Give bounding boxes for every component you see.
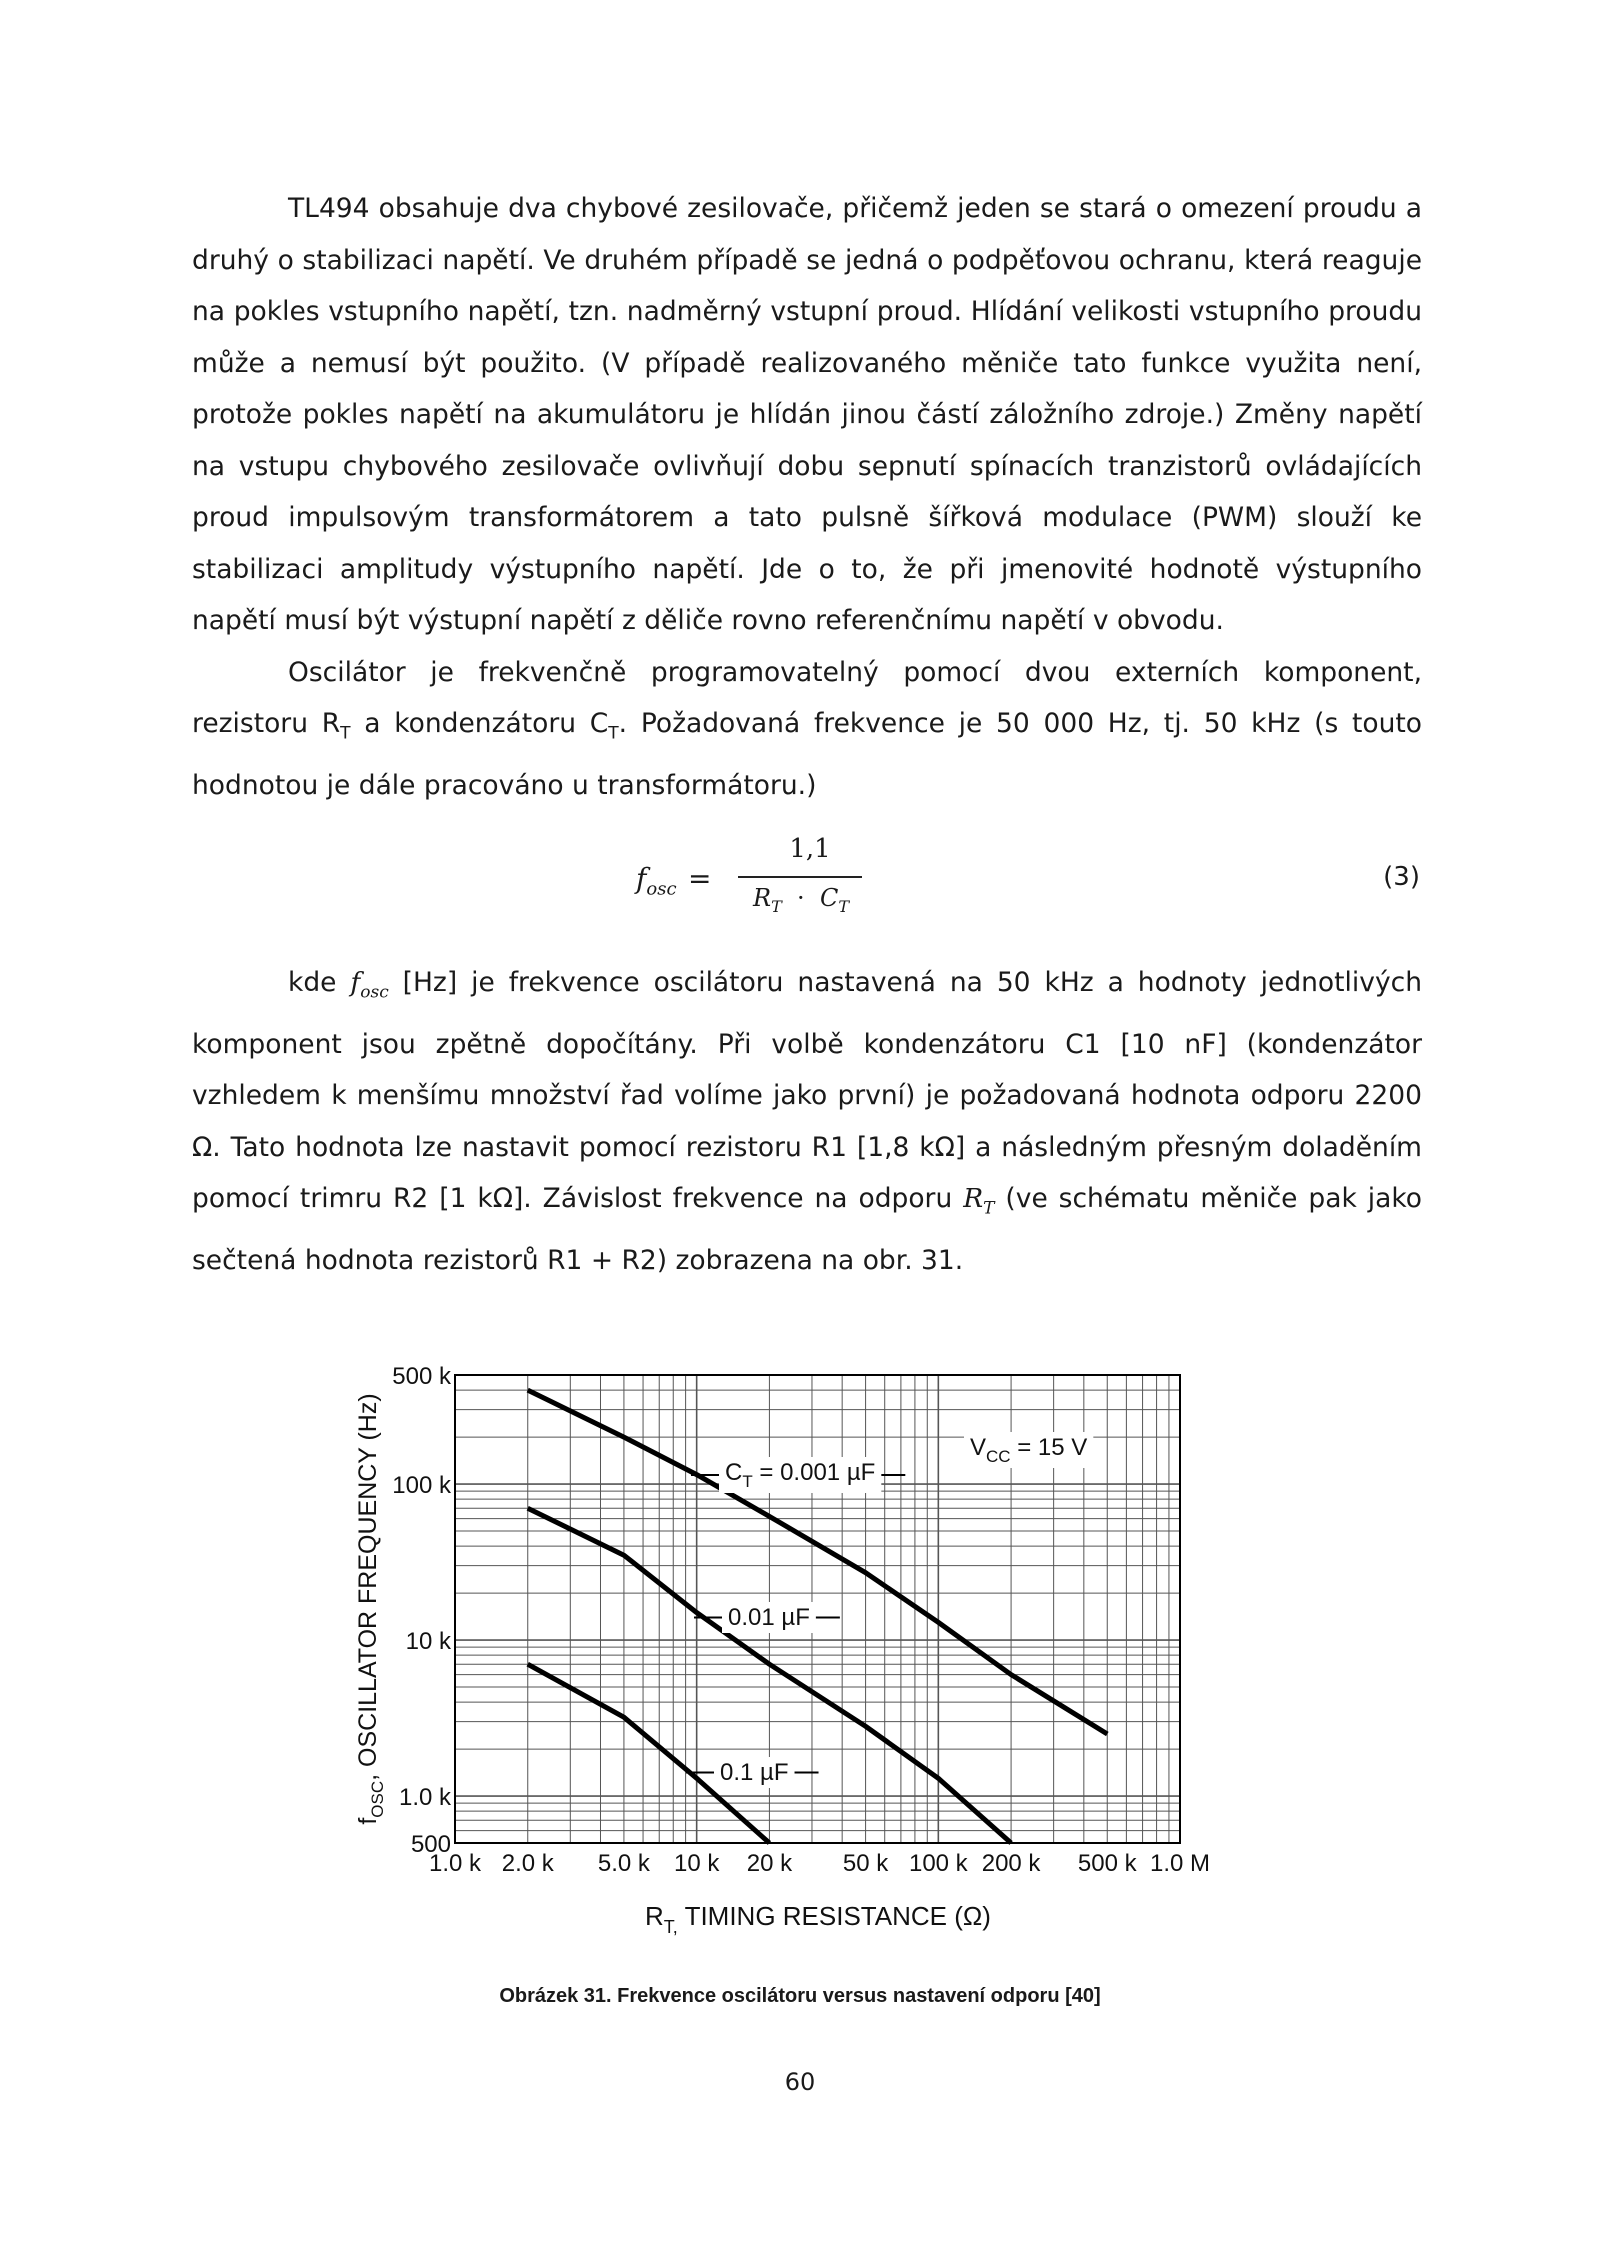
x-tick-label: 200 k	[981, 1850, 1041, 1877]
x-tick-label: 50 k	[842, 1850, 889, 1877]
x-tick-label: 1.0 k	[428, 1850, 482, 1877]
series-label-main: C	[725, 1459, 743, 1486]
equation-number: (3)	[1383, 862, 1420, 892]
x-axis-label	[645, 1901, 991, 1937]
y-tick-label: 10 k	[405, 1628, 451, 1656]
y-axis-label-rest: , OSCILLATOR FREQUENCY (Hz)	[354, 1393, 382, 1781]
equation-denominator	[736, 884, 866, 916]
paragraph-1: TL494 obsahuje dva chybové zesilovače, přičemž jeden se stará o omezení proudu a druhý o stabilizaci napětí. Ve druhém případě se jedná o podpěťovou ochranu, která reaguje na pokles vstupního napětí, tzn. nadměrný vstupní proud. Hlídání velikosti vstupního proudu může a nemusí být použito. (V případě realizovaného měniče tato funkce využita není, protože pokles napětí na akumulátoru je hlídán jinou částí záložního zdroje.) Změny napětí na vstupu chybového zesilovače ovlivňují dobu sepnutí spínacích tranzistorů ovládajících proud impulsovým transformátorem a tato pulsně šířková modulace (PWM) slouží ke stabilizaci amplitudy výstupního napětí. Jde o to, že při jmenovité hodnotě výstupního napětí musí být výstupní napětí z děliče rovno referenčnímu napětí v obvodu.	[192, 193, 1422, 636]
x-tick-label: 5.0 k	[597, 1850, 650, 1877]
paragraph-3-part-c: (ve schématu měniče pak jako sečtená hodnota rezistorů R1 + R2) zobrazena na obr. 31.	[192, 1183, 1422, 1277]
paragraph-2	[192, 647, 1422, 812]
y-axis-label-sub: OSC	[368, 1780, 387, 1818]
y-axis-label-main: f	[354, 1817, 382, 1825]
paragraph-3	[192, 957, 1422, 1287]
y-tick-label: 500 k	[392, 1363, 451, 1390]
rt-sub: T	[983, 1198, 995, 1219]
ct-subscript: T	[608, 723, 619, 744]
x-tick-label: 1.0 M	[1149, 1850, 1211, 1877]
x-axis-label-rest: TIMING RESISTANCE (Ω)	[677, 1901, 991, 1931]
fraction-bar	[738, 876, 862, 878]
y-tick-label: 500	[410, 1831, 451, 1858]
series-label-main: 0.1 µF	[720, 1759, 789, 1786]
fosc-symbol	[350, 967, 389, 1003]
series-label-sub: T	[742, 1472, 753, 1491]
frequency-vs-resistance-chart	[354, 1363, 1240, 1945]
fosc-sub: osc	[360, 982, 389, 1003]
equation-equals: =	[688, 862, 712, 895]
rt-symbol	[963, 1183, 995, 1219]
series-label	[720, 1759, 789, 1786]
x-tick-label: 100 k	[908, 1850, 968, 1877]
x-tick-label: 20 k	[746, 1850, 793, 1877]
x-tick-label: 10 k	[673, 1850, 720, 1877]
x-axis-label-main: R	[645, 1901, 664, 1931]
x-axis-label-sub: T,	[663, 1917, 678, 1937]
y-axis-label	[354, 1393, 387, 1824]
den-dot: ·	[797, 884, 805, 912]
paragraph-2-part-c: . Požadovaná frekvence je 50 000 Hz, tj. 50 kHz (s touto hodnotou je dále pracováno u transformátoru.)	[192, 708, 1422, 801]
paragraph-3-part-a: kde	[288, 967, 351, 998]
vcc-annotation-sub: CC	[986, 1447, 1011, 1466]
x-tick-label: 500 k	[1077, 1850, 1137, 1877]
fosc-f: f	[350, 967, 361, 998]
series-label-rest: = 0.001 µF	[752, 1459, 876, 1486]
paragraph-2-part-b: a kondenzátoru C	[350, 708, 609, 739]
x-tick-label: 2.0 k	[501, 1850, 554, 1877]
paragraph-3-part-b: [Hz] je frekvence oscilátoru nastavená na 50 kHz a hodnoty jednotlivých komponent jsou zpětně dopočítány. Při volbě kondenzátoru C1 [10 nF] (kondenzátor vzhledem k menšímu množství řad volíme jako první) je požadovaná hodnota odporu 2200 Ω. Tato hodnota lze nastavit pomocí rezistoru R1 [1,8 kΩ] a následným přesným doladěním pomocí trimru R2 [1 kΩ]. Závislost frekvence na odporu	[192, 967, 1422, 1215]
series-line	[528, 1664, 770, 1843]
body-text-2	[192, 957, 1422, 1287]
series-label-main: 0.01 µF	[728, 1604, 810, 1631]
paragraph-2-part-a: Oscilátor je frekvenčně programovatelný pomocí dvou externích komponent, rezistoru R	[192, 656, 1422, 739]
rt-r: R	[963, 1183, 984, 1215]
series-label	[728, 1604, 810, 1631]
y-tick-label: 1.0 k	[398, 1784, 451, 1812]
den-r-sub: T	[771, 896, 782, 916]
vcc-annotation-rest: = 15 V	[1010, 1434, 1088, 1461]
page-number: 60	[784, 2068, 816, 2096]
chart-labels	[354, 1363, 1210, 1937]
equation-f-sub: osc	[646, 878, 677, 900]
vcc-annotation-main: V	[970, 1434, 987, 1461]
den-c-sub: T	[838, 896, 849, 916]
equation-f: f	[636, 862, 647, 895]
equation-numerator: 1,1	[789, 834, 831, 864]
body-text	[192, 183, 1422, 811]
den-r: R	[753, 884, 772, 912]
equation-3	[630, 830, 1420, 940]
equation-lhs	[636, 862, 677, 900]
figure-caption: Obrázek 31. Frekvence oscilátoru versus nastavení odporu [40]	[499, 1985, 1101, 2007]
y-tick-label: 100 k	[392, 1472, 451, 1500]
rt-subscript: T	[340, 723, 351, 744]
den-c: C	[819, 884, 839, 912]
